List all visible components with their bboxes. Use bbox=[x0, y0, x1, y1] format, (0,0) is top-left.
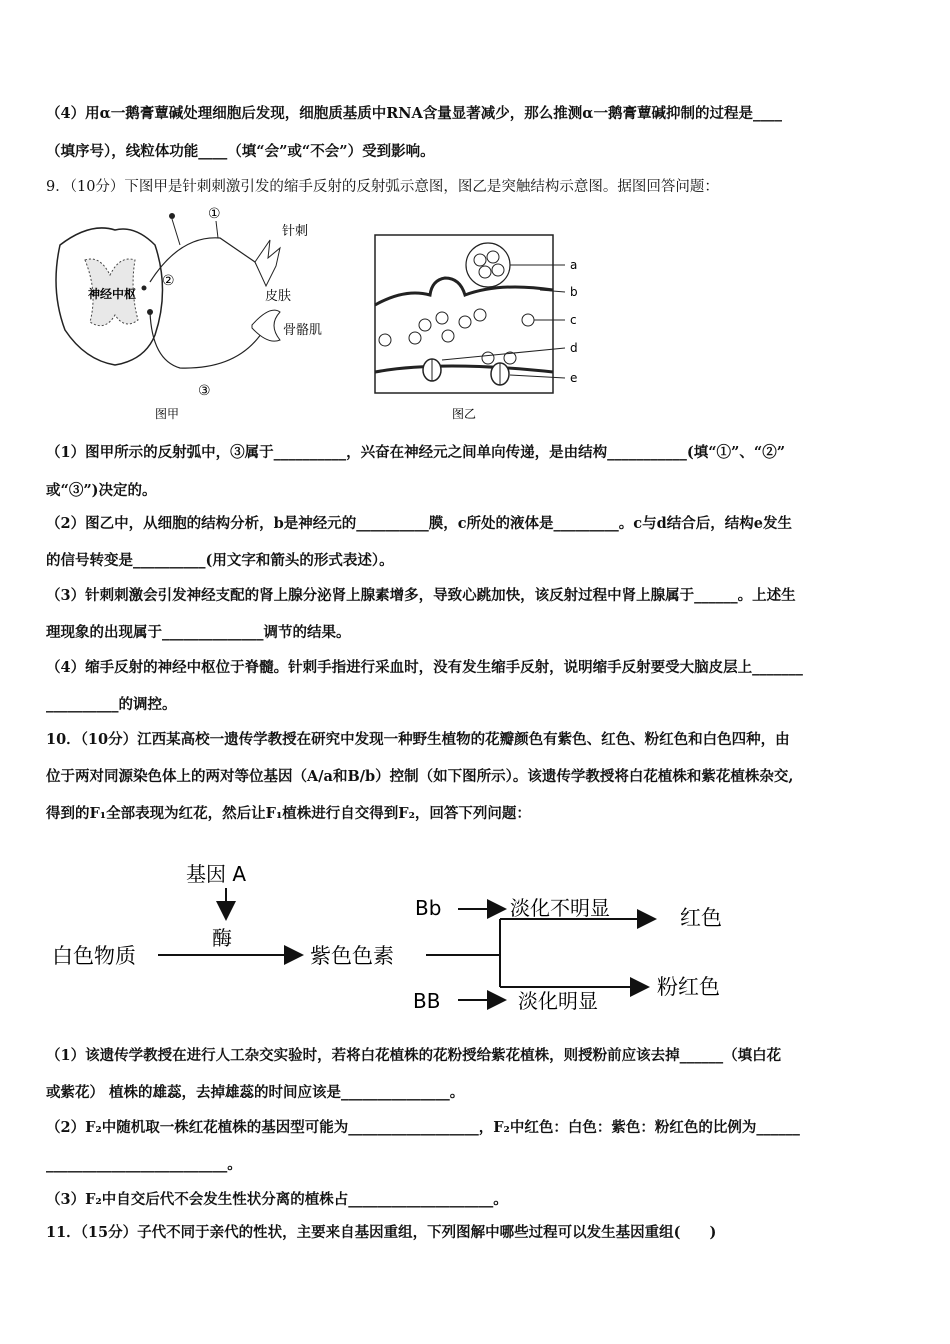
q8-4-line2: （填序号），线粒体功能____（填“会”或“不会”）受到影响。 bbox=[46, 143, 435, 160]
q9-p3a: （3）针刺刺激会引发神经支配的肾上腺分泌肾上腺素增多，导致心跳加快，该反射过程中肾上腺属于______。上述生 bbox=[46, 587, 796, 604]
label-a: a bbox=[570, 258, 578, 272]
q9-p1a: （1）图甲所示的反射弧中，③属于__________，兴奋在神经元之间单向传递，是由结构___________(填“①”、“②” bbox=[46, 444, 786, 461]
q9-p1b: 或“③”)决定的。 bbox=[46, 482, 157, 499]
q10-p2a: （2）F₂中随机取一株红花植株的基因型可能为__________________，F₂中红色：白色：紫色：粉红色的比例为______ bbox=[46, 1119, 800, 1136]
muscle-icon bbox=[252, 310, 280, 341]
q10-intro2: 位于两对同源染色体上的两对等位基因（A/a和B/b）控制（如下图所示）。该遗传学教授将白花植株和紫花植株杂交, bbox=[46, 768, 794, 785]
q9-p4a: （4）缩手反射的神经中枢位于脊髓。针刺手指进行采血时，没有发生缩手反射，说明缩手反射要受大脑皮层上_______ bbox=[46, 659, 803, 676]
white-substance: 白色物质 bbox=[52, 944, 136, 968]
figure-yi bbox=[370, 230, 610, 425]
q10-p3: （3）F₂中自交后代不会发生性状分离的植株占____________________。 bbox=[46, 1191, 508, 1208]
genotype-bb-lower: BB bbox=[413, 989, 441, 1013]
skin-label: 皮肤 bbox=[265, 289, 292, 304]
purple-pigment: 紫色色素 bbox=[310, 944, 394, 968]
enzyme-label: 酶 bbox=[212, 926, 232, 950]
pathway-diagram bbox=[40, 855, 760, 1025]
efferent-nerve bbox=[150, 312, 265, 368]
red-label: 红色 bbox=[680, 906, 722, 930]
marker-2: ② bbox=[162, 273, 175, 289]
q10-intro1: 10．（10分）江西某高校一遗传学教授在研究中发现一种野生植物的花瓣颜色有紫色、红色、粉红色和白色四种，由 bbox=[46, 731, 790, 748]
q9-header: 9．（10分）下图甲是针刺刺激引发的缩手反射的反射弧示意图，图乙是突触结构示意图。据图回答问题： bbox=[46, 179, 719, 195]
label-d: d bbox=[570, 341, 578, 355]
q9-p4b: __________的调控。 bbox=[46, 696, 177, 713]
needle-label: 针刺 bbox=[282, 224, 309, 239]
q9-p2a: （2）图乙中，从细胞的结构分析，b是神经元的__________膜，c所处的液体是_________。c与d结合后，结构e发生 bbox=[46, 515, 792, 532]
q10-p1b: 或紫花） 植株的雄蕊，去掉雄蕊的时间应该是_______________。 bbox=[46, 1084, 465, 1101]
caption-yi: 图乙 bbox=[452, 407, 477, 421]
q10-p1a: （1）该遗传学教授在进行人工杂交实验时，若将白花植株的花粉授给紫花植株，则授粉前应该去掉______（填白花 bbox=[46, 1047, 782, 1064]
pink-label: 粉红色 bbox=[657, 975, 720, 999]
caption-jia: 图甲 bbox=[155, 407, 180, 421]
genotype-bb-upper: Bb bbox=[415, 896, 442, 920]
gene-a-label: 基因 A bbox=[186, 862, 247, 886]
muscle-label: 骨骼肌 bbox=[283, 323, 323, 338]
q10-intro3: 得到的F₁全部表现为红花，然后让F₁植株进行自交得到F₂，回答下列问题： bbox=[46, 805, 531, 822]
needle-icon bbox=[255, 240, 280, 286]
label-b: b bbox=[570, 285, 578, 299]
q9-p3b: 理现象的出现属于______________调节的结果。 bbox=[46, 624, 351, 641]
label-c: c bbox=[570, 313, 577, 327]
label-e: e bbox=[570, 371, 578, 385]
ganglion bbox=[169, 213, 175, 219]
marker-1: ① bbox=[208, 206, 221, 222]
q8-4-line1: （4）用α一鹅膏蕈碱处理细胞后发现，细胞质基质中RNA含量显著减少，那么推测α一鹅膏蕈碱抑制的过程是____ bbox=[46, 105, 782, 122]
figure-jia bbox=[40, 200, 340, 425]
q11-header: 11．（15分）子代不同于亲代的性状，主要来自基因重组，下列图解中哪些过程可以发生基因重组( ) bbox=[46, 1224, 717, 1241]
q10-p2b: _________________________。 bbox=[46, 1156, 242, 1173]
weak-fade-label: 淡化不明显 bbox=[510, 896, 610, 920]
strong-fade-label: 淡化明显 bbox=[518, 989, 598, 1013]
center-label: 神经中枢 bbox=[88, 287, 137, 301]
marker-3: ③ bbox=[198, 383, 211, 399]
q9-p2b: 的信号转变是__________(用文字和箭头的形式表述）。 bbox=[46, 552, 394, 569]
